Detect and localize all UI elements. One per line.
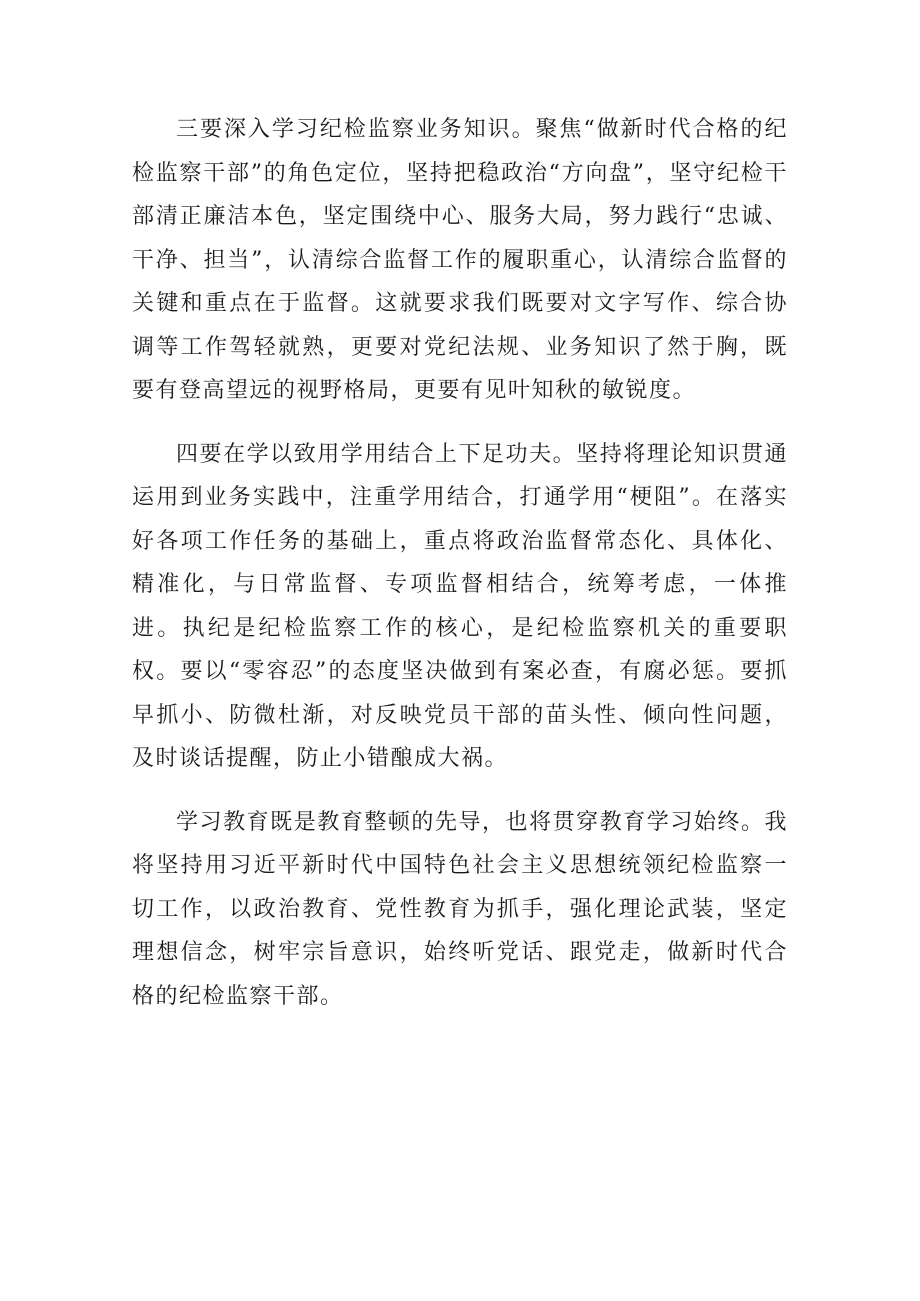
document-body: [132, 108, 788, 1038]
paragraph-apply-learning: 四要在学以致用学用结合上下足功夫。坚持将理论知识贯通运用到业务实践中，注重学用结合，打通学用“梗阻”。在落实好各项工作任务的基础上，重点将政治监督常态化、具体化、精准化，与日常监督、专项监督相结合，统筹考虑，一体推进。执纪是纪检监察工作的核心，是纪检监察机关的重要职权。要以“零容忍”的态度坚决做到有案必查，有腐必惩。要抓早抓小、防微杜渐，对反映党员干部的苗头性、倾向性问题，及时谈话提醒，防止小错酿成大祸。: [132, 441, 788, 771]
paragraph-conclusion: 学习教育既是教育整顿的先导，也将贯穿教育学习始终。我将坚持用习近平新时代中国特色社会主义思想统领纪检监察一切工作，以政治教育、党性教育为抓手，强化理论武装，坚定理想信念，树牢宗旨意识，始终听党话、跟党走，做新时代合格的纪检监察干部。: [132, 809, 788, 1009]
paragraph-study-business-knowledge: 三要深入学习纪检监察业务知识。聚焦“做新时代合格的纪检监察干部”的角色定位，坚持把稳政治“方向盘”，坚守纪检干部清正廉洁本色，坚定围绕中心、服务大局，努力践行“忠诚、干净、担当”，认清综合监督工作的履职重心，认清综合监督的关键和重点在于监督。这就要求我们既要对文字写作、综合协调等工作驾轻就熟，更要对党纪法规、业务知识了然于胸，既要有登高望远的视野格局，更要有见叶知秋的敏锐度。: [132, 117, 788, 403]
